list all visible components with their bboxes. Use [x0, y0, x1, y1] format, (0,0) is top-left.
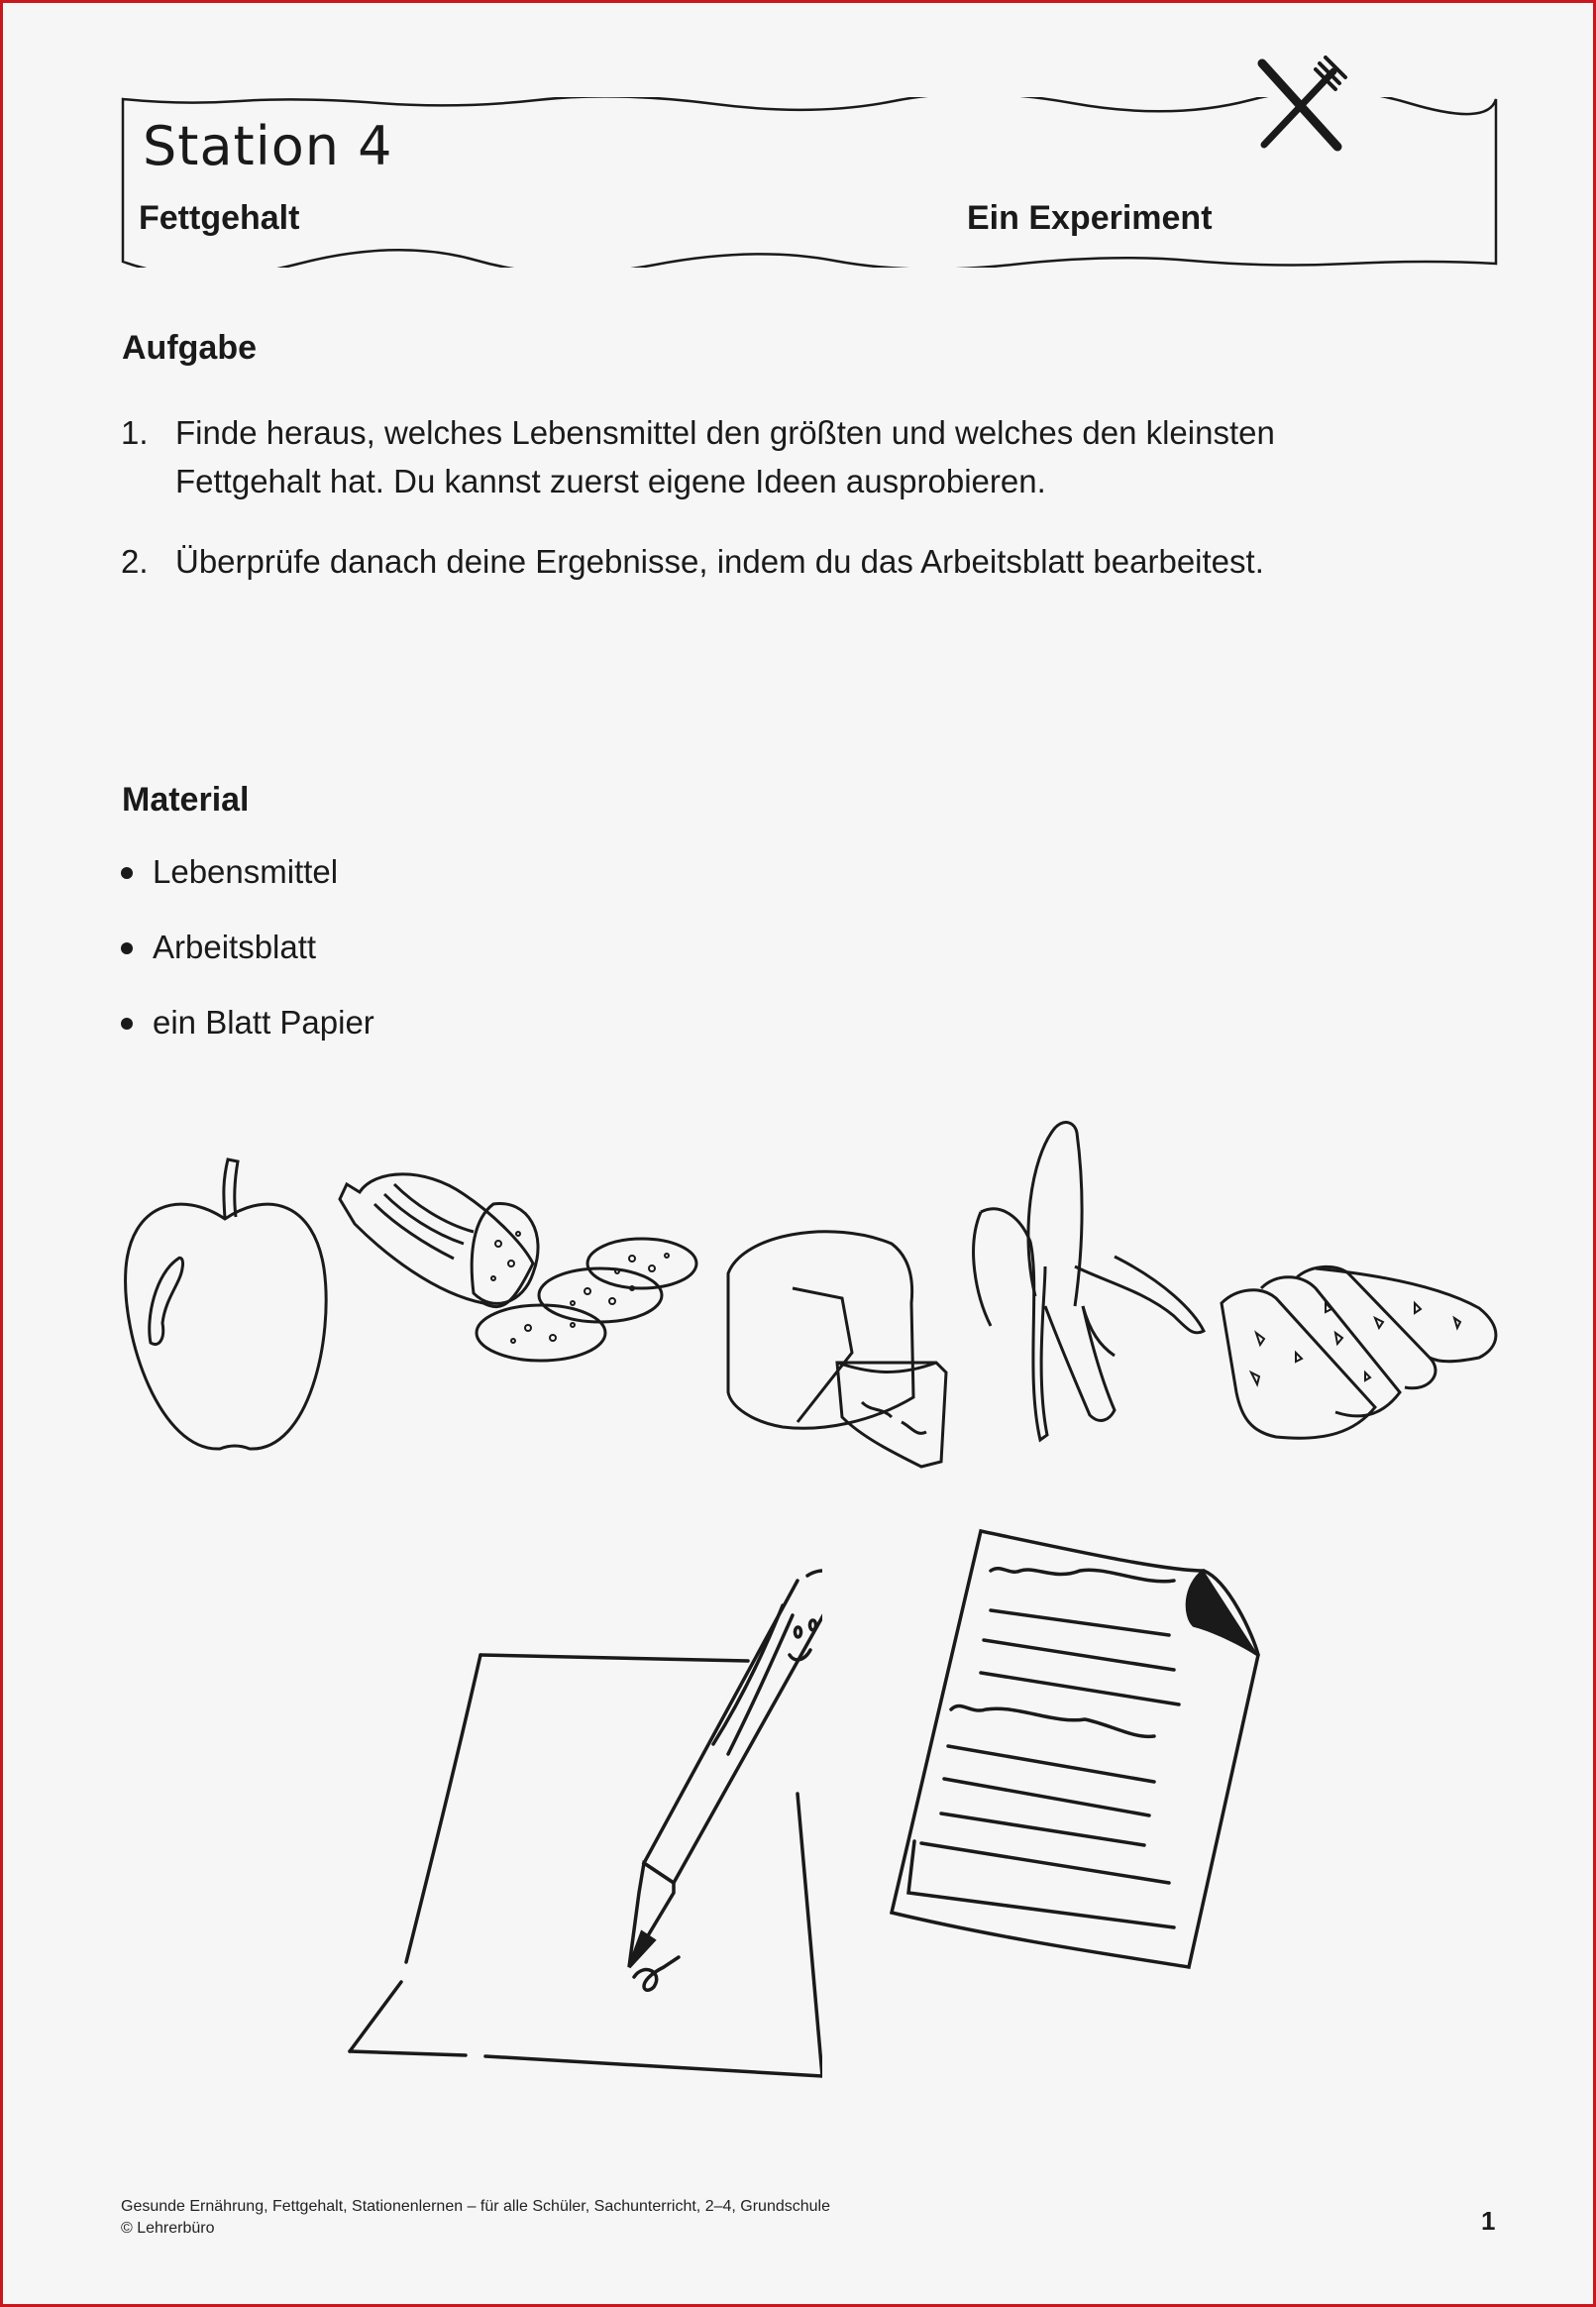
bullet-icon — [121, 1018, 133, 1030]
material-item — [121, 1003, 374, 1078]
task-number: 1. — [121, 414, 149, 451]
task-item — [121, 408, 1409, 505]
apple-illustration — [121, 1110, 329, 1457]
task-heading: Aufgabe — [122, 329, 257, 367]
task-text: Überprüfe danach deine Ergebnisse, indem du das Arbeitsblatt bearbeitest. — [175, 543, 1264, 580]
bullet-icon — [121, 867, 133, 879]
task-item — [121, 537, 1409, 586]
salami-illustration — [335, 1164, 701, 1377]
task-number: 2. — [121, 543, 149, 580]
station-title: Station 4 — [143, 115, 393, 177]
material-item — [121, 852, 374, 928]
task-list — [121, 408, 1409, 617]
banana-illustration — [966, 1118, 1209, 1445]
cutlery-icon — [1250, 55, 1349, 155]
worksheet-illustration — [887, 1526, 1263, 1977]
cheese-illustration — [723, 1224, 951, 1472]
header-topic: Fettgehalt — [139, 199, 300, 237]
material-item-label: Arbeitsblatt — [153, 929, 317, 965]
footer-line: Gesunde Ernährung, Fettgehalt, Stationenlernen – für alle Schüler, Sachunterricht, 2–4, Grundschule — [121, 2198, 830, 2215]
task-text: Finde heraus, welches Lebensmittel den größten und welches den kleinsten Fettgehalt hat. Du kannst zuerst eigene Ideen ausprobieren. — [175, 414, 1275, 499]
paper-pencil-illustration — [347, 1566, 822, 2081]
material-item-label: Lebensmittel — [153, 853, 339, 890]
bullet-icon — [121, 942, 133, 954]
material-heading: Material — [122, 781, 250, 819]
ham-illustration — [1217, 1263, 1499, 1447]
material-item — [121, 928, 374, 1003]
station-header — [121, 97, 1498, 266]
header-type: Ein Experiment — [967, 199, 1213, 237]
page-number: 1 — [1481, 2206, 1496, 2236]
material-list — [121, 852, 374, 1078]
copyright: © Lehrerbüro — [121, 2220, 215, 2237]
footer — [121, 2196, 830, 2240]
material-item-label: ein Blatt Papier — [153, 1004, 374, 1041]
